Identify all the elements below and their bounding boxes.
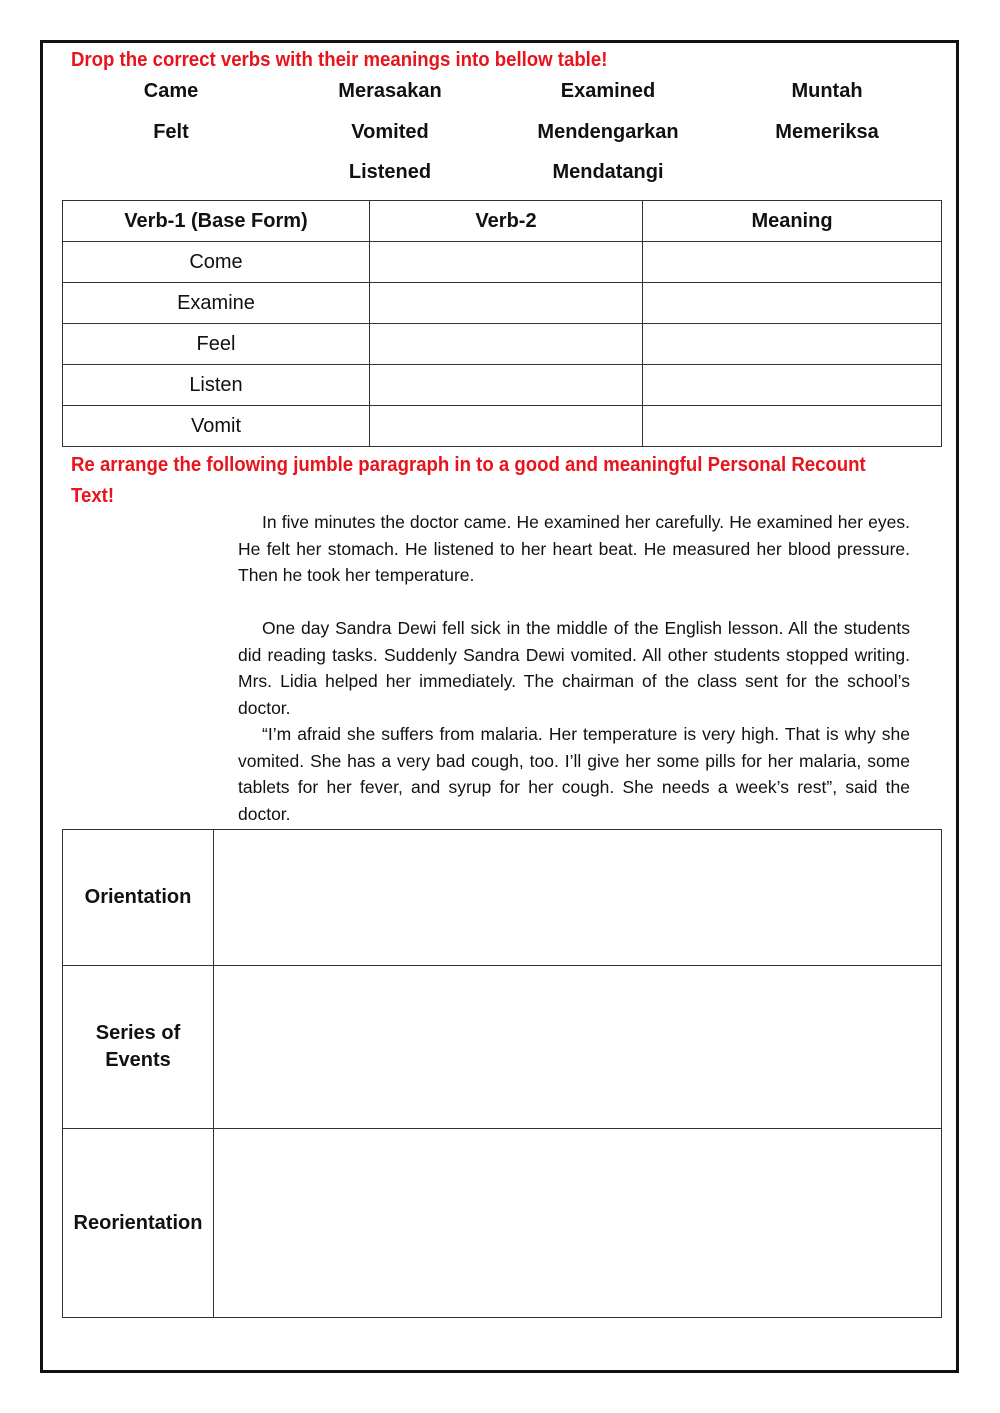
word-chip[interactable]: Mendengarkan [537,121,679,143]
table-row [63,1129,942,1318]
reorientation-drop-zone[interactable] [214,1129,942,1318]
word-chip[interactable]: Felt [153,121,189,143]
verb-table [62,200,942,447]
jumbled-paragraph[interactable]: In five minutes the doctor came. He examined her carefully. He examined her eyes. He felt her stomach. He listened to her heart beat. He measured her blood pressure. Then he took her temperature. [238,512,910,585]
verb2-drop-zone[interactable] [370,365,643,406]
verb2-drop-zone[interactable] [370,324,643,365]
base-form-cell: Listen [63,365,370,406]
jumbled-paragraph[interactable]: “I’m afraid she suffers from malaria. Her temperature is very high. That is why she vomited. She has a very bad cough, too. I’ll give her some pills for her malaria, some tablets for her fever, and syrup for her cough. She needs a week’s rest”, said the doctor. [238,724,910,824]
meaning-drop-zone[interactable] [643,242,942,283]
header-meaning: Meaning [643,201,942,242]
header-verb2: Verb-2 [370,201,643,242]
table-row [63,966,942,1129]
table-row [63,242,942,283]
table-row [63,365,942,406]
orientation-drop-zone[interactable] [214,830,942,966]
verb-table-header [63,201,942,242]
word-chip[interactable]: Memeriksa [775,121,879,143]
verb2-drop-zone[interactable] [370,406,643,447]
reorientation-label: Reorientation [63,1129,214,1318]
base-form-cell: Feel [63,324,370,365]
verb2-drop-zone[interactable] [370,242,643,283]
meaning-drop-zone[interactable] [643,283,942,324]
header-verb1: Verb-1 (Base Form) [63,201,370,242]
table-row [63,406,942,447]
word-chip[interactable]: Muntah [791,80,863,102]
word-chip[interactable]: Vomited [351,121,429,143]
table-row [63,324,942,365]
base-form-cell: Vomit [63,406,370,447]
recount-structure-table [62,829,942,1318]
meaning-drop-zone[interactable] [643,365,942,406]
table-row [63,830,942,966]
orientation-label: Orientation [63,830,214,966]
word-chip[interactable]: Examined [560,80,656,102]
series-of-events-line2: Events [105,1049,171,1071]
word-chip[interactable]: Listened [348,161,432,183]
series-of-events-label [63,966,214,1129]
word-chip[interactable]: Merasakan [338,80,442,102]
base-form-cell: Come [63,242,370,283]
meaning-drop-zone[interactable] [643,324,942,365]
word-chip[interactable]: Came [143,80,199,102]
table-row [63,283,942,324]
jumbled-paragraph[interactable]: One day Sandra Dewi fell sick in the middle of the English lesson. All the students did reading tasks. Suddenly Sandra Dewi vomited. All other students stopped writing. Mrs. Lidia helped her immediately. The chairman of the class sent for the school’s doctor. [238,618,910,718]
word-chip[interactable]: Mendatangi [552,161,664,183]
verb2-drop-zone[interactable] [370,283,643,324]
base-form-cell: Examine [63,283,370,324]
series-of-events-line1: Series of [95,1022,181,1044]
series-of-events-drop-zone[interactable] [214,966,942,1129]
meaning-drop-zone[interactable] [643,406,942,447]
instruction-drop-verbs: Drop the correct verbs with their meanings into bellow table! [71,49,608,71]
instruction-rearrange: Re arrange the following jumble paragraph in to a good and meaningful Personal Recount Text! [71,454,866,507]
